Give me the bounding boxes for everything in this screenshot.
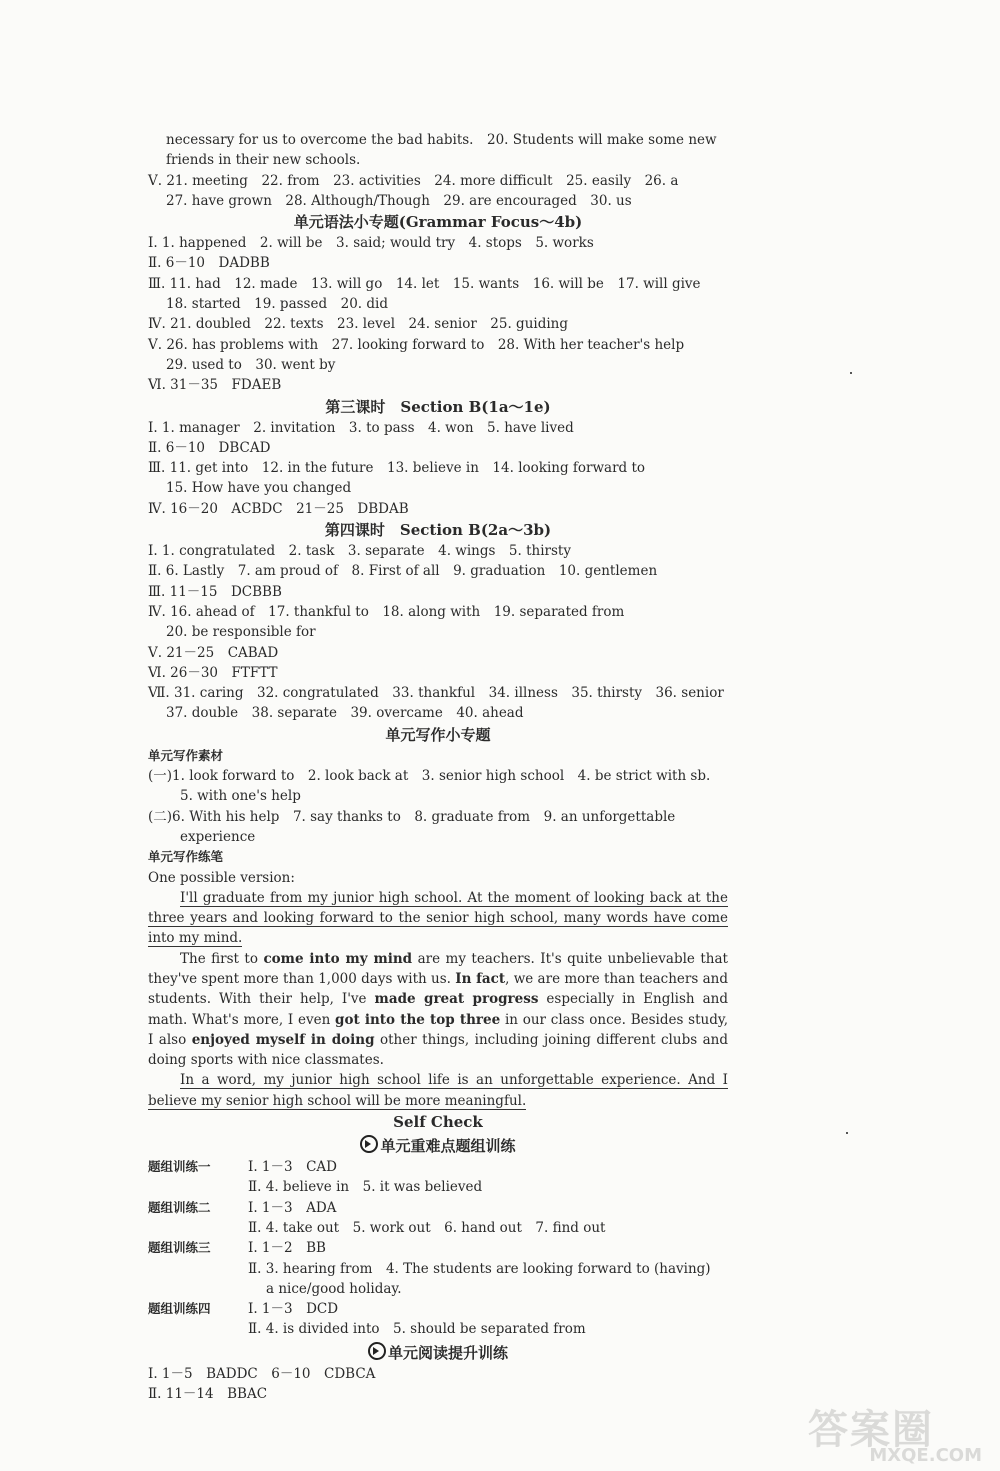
- reading-title: 单元阅读提升训练: [387, 1343, 508, 1362]
- key-phrase: made great progress: [374, 991, 539, 1008]
- key-points-title: 单元重难点题组训练: [380, 1137, 516, 1156]
- group-row: [148, 1299, 728, 1319]
- answer-page: [148, 130, 728, 1404]
- underlined-sentence: In a word, my junior high school life is an unforgettable experience. And I believe my senior high school will be more meaningful.: [148, 1072, 728, 1109]
- text-line: friends in their new schools.: [166, 152, 361, 169]
- text-line: 18. started 19. passed 20. did: [166, 296, 388, 313]
- text-line: 37. double 38. separate 39. overcame 40. ahead: [166, 705, 524, 722]
- speck: [846, 1132, 848, 1134]
- key-phrase: enjoyed myself in doing: [191, 1031, 375, 1048]
- text-line: Ⅱ. 4. believe in 5. it was believed: [248, 1179, 483, 1196]
- text-line: 5. with one's help: [180, 788, 301, 805]
- watermark-text: 答案圈: [808, 1407, 934, 1453]
- text-line: Ⅴ. 26. has problems with 27. looking forward to 28. With her teacher's help: [148, 336, 685, 353]
- self-check-heading: Self Check: [393, 1113, 483, 1132]
- group-label: 题组训练三: [148, 1240, 211, 1256]
- text-line: Ⅰ. 1. congratulated 2. task 3. separate 4. wings 5. thirsty: [148, 543, 571, 560]
- text-line: Ⅱ. 3. hearing from 4. The students are looking forward to (having): [248, 1260, 711, 1277]
- version-label: One possible version:: [148, 869, 295, 886]
- text-line: 15. How have you changed: [166, 480, 352, 497]
- group-row: [148, 1198, 728, 1218]
- group-label: 题组训练四: [148, 1301, 211, 1317]
- underlined-sentence: I'll graduate from my junior high school. At the moment of looking back at the three years and looking forward to the senior high school, many words have come into my mind.: [148, 889, 728, 947]
- text-line: Ⅱ. 6. Lastly 7. am proud of 8. First of all 9. graduation 10. gentlemen: [148, 563, 658, 580]
- speck: [850, 372, 852, 374]
- group-label: 题组训练一: [148, 1159, 211, 1175]
- text-line: Ⅱ. 4. is divided into 5. should be separated from: [248, 1321, 586, 1338]
- essay-paragraph-2: [148, 949, 728, 1071]
- watermark-url: MXQE.COM: [869, 1445, 982, 1466]
- essay-text: are my teachers. It's quite unbelievable that they've spent more than 1,000 days with us.: [148, 950, 728, 987]
- grammar-heading: 单元语法小专题(Grammar Focus～4b): [293, 213, 583, 232]
- text-line: a nice/good holiday.: [266, 1280, 402, 1297]
- text-line: 29. used to 30. went by: [166, 356, 336, 373]
- text-line: Ⅶ. 31. caring 32. congratulated 33. thankful 34. illness 35. thirsty 36. senior: [148, 685, 724, 702]
- essay-paragraph-3: [148, 1070, 728, 1111]
- key-phrase: In fact: [455, 970, 506, 987]
- group-row: [148, 1157, 728, 1177]
- essay-text: , we are more than teachers and students. With their help, I've: [148, 970, 728, 1008]
- text-line: Ⅲ. 11－15 DCBBB: [148, 583, 282, 600]
- group-answer: Ⅰ. 1－3 ADA: [248, 1199, 337, 1216]
- text-line: Ⅱ. 4. take out 5. work out 6. hand out 7. find out: [248, 1219, 606, 1236]
- lesson4-heading: 第四课时 Section B(2a～3b): [324, 521, 552, 540]
- group-label: 题组训练二: [148, 1199, 211, 1215]
- writing-heading: 单元写作小专题: [385, 725, 491, 744]
- text-line: (一)1. look forward to 2. look back at 3. senior high school 4. be strict with sb.: [148, 768, 711, 785]
- material-title: 单元写作素材: [148, 747, 224, 763]
- text-line: Ⅲ. 11. had 12. made 13. will go 14. let 15. wants 16. will be 17. will give: [148, 275, 701, 292]
- text-line: 20. be responsible for: [166, 624, 316, 641]
- text-line: Ⅴ. 21－25 CABAD: [148, 644, 279, 661]
- text-line: Ⅵ. 31－35 FDAEB: [148, 377, 282, 394]
- essay-text: in our class once. Besides study, I also: [148, 1011, 728, 1048]
- text-line: Ⅰ. 1. happened 2. will be 3. said; would try 4. stops 5. works: [148, 235, 594, 252]
- text-line: Ⅳ. 21. doubled 22. texts 23. level 24. senior 25. guiding: [148, 316, 569, 333]
- practice-title: 单元写作练笔: [148, 849, 224, 865]
- key-points-heading: [148, 1133, 728, 1157]
- essay-text: The first to: [180, 950, 264, 967]
- text-line: Ⅳ. 16. ahead of 17. thankful to 18. along with 19. separated from: [148, 603, 625, 620]
- group-answer: Ⅰ. 1－3 CAD: [248, 1159, 337, 1176]
- text-line: Ⅱ. 6－10 DBCAD: [148, 439, 271, 456]
- essay-text: other things, including joining different clubs and doing sports with nice classmates.: [148, 1031, 728, 1069]
- lesson3-heading: 第三课时 Section B(1a～1e): [325, 397, 551, 416]
- text-line: experience: [180, 828, 256, 845]
- group-answer: Ⅰ. 1－3 DCD: [248, 1301, 339, 1318]
- watermark-logo: [808, 1398, 988, 1464]
- text-line: (二)6. With his help 7. say thanks to 8. graduate from 9. an unforgettable: [148, 808, 676, 825]
- arrow-circle-icon: [360, 1135, 378, 1153]
- text-line: Ⅱ. 6－10 DADBB: [148, 255, 270, 272]
- text-line: Ⅳ. 16－20 ACBDC 21－25 DBDAB: [148, 500, 409, 517]
- key-phrase: got into the top three: [335, 1011, 501, 1028]
- essay-paragraph-1: [148, 888, 728, 949]
- key-phrase: come into my mind: [263, 950, 413, 967]
- reading-heading: [148, 1340, 728, 1364]
- group-row: [148, 1238, 728, 1258]
- text-line: Ⅱ. 11－14 BBAC: [148, 1386, 268, 1403]
- text-line: Ⅰ. 1－5 BADDC 6－10 CDBCA: [148, 1365, 376, 1382]
- arrow-circle-icon: [368, 1342, 386, 1360]
- text-line: necessary for us to overcome the bad habits. 20. Students will make some new: [166, 132, 717, 148]
- essay-text: especially in English and math. What's more, I even: [148, 991, 728, 1028]
- text-line: Ⅴ. 21. meeting 22. from 23. activities 24. more difficult 25. easily 26. a: [148, 172, 679, 189]
- text-line: Ⅵ. 26－30 FTFTT: [148, 664, 278, 681]
- text-line: Ⅰ. 1. manager 2. invitation 3. to pass 4. won 5. have lived: [148, 419, 574, 436]
- text-line: 27. have grown 28. Although/Though 29. are encouraged 30. us: [166, 192, 632, 209]
- group-answer: Ⅰ. 1－2 BB: [248, 1240, 326, 1257]
- text-line: Ⅲ. 11. get into 12. in the future 13. believe in 14. looking forward to: [148, 460, 646, 477]
